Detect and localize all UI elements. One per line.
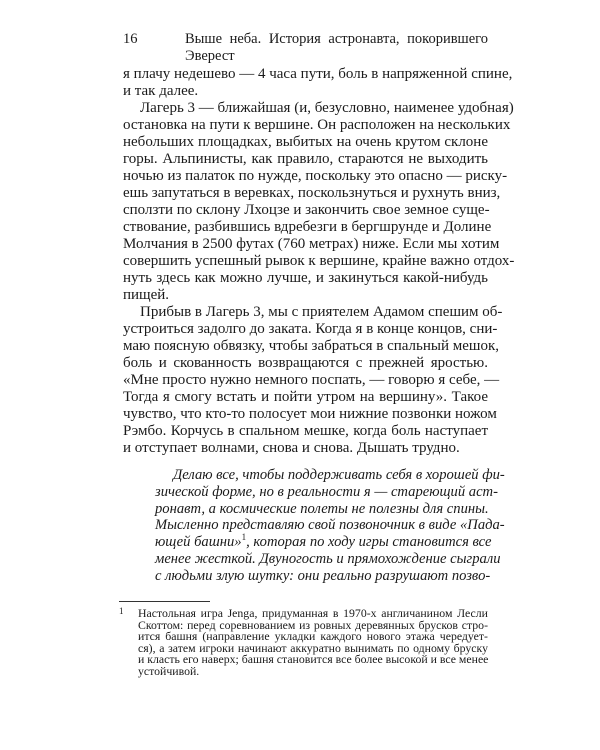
body-line: горы. Альпинисты, как правило, стараются не выходить (123, 151, 488, 167)
body-line: нуть здесь как можно лучше, и закинуться какой-нибудь (123, 270, 488, 286)
footnote-line: и класть его наверх; башня становится все более высокой и все менее (138, 652, 489, 667)
body-line: и так далее. (123, 83, 199, 99)
footnote-line: устойчивой. (138, 663, 200, 678)
footnote-line: ся), а затем игроки начинают аккуратно вынимать по одному бруску (138, 640, 488, 655)
body-line: Рэмбо. Корчусь в спальном мешке, когда боль наступает (123, 423, 488, 439)
body-line: ствование, разбившись вдребезги в бергшрунде и Долине (123, 219, 492, 235)
body-line: ешь запутаться в веревках, поскользнуться и рухнуть вниз, (123, 185, 501, 201)
body-line: маю поясную обвязку, чтобы забраться в спальный мешок, (123, 338, 500, 354)
footnote-reference: 1 (241, 532, 247, 543)
body-line: Прибыв в Лагерь 3, мы с приятелем Адамом спешим об- (140, 304, 503, 320)
body-text (123, 66, 515, 457)
quote-line: менее жесткой. Двуногость и прямохождение сыграли (155, 550, 501, 567)
body-line: я плачу недешево — 4 часа пути, боль в напряженной спине, (123, 66, 513, 82)
footnote-line: Скоттом: перед соревнованием из ровных деревянных брусков стро- (138, 617, 488, 632)
footnote-line: Настольная игра Jenga, придуманная в 1970-х англичанином Лесли (138, 606, 488, 620)
body-line: совершить успешный рывок к вершине, крайне важно отдох- (123, 253, 515, 269)
body-line: сползти по склону Лхоцзе и закончить свое земное суще- (123, 202, 490, 218)
footnote-divider (119, 601, 210, 602)
footnote-line: ится башня (направление укладки каждого нового этажа чередует- (138, 629, 488, 644)
quote-line: зической форме, но в реальности я — стареющий аст- (155, 483, 498, 500)
quote-line: Мысленно представляю свой позвоночник в виде «Пада- (155, 517, 505, 534)
body-line: небольших площадках, выбитых на очень крутом склоне (123, 134, 488, 150)
quote-line: ронавт, а космические полеты не полезны для спины. (155, 500, 489, 517)
body-line: остановка на пути к вершине. Он расположен на нескольких (123, 117, 511, 133)
body-line: чувство, что кто-то полосует мои нижние позвонки ножом (123, 406, 497, 422)
body-line: устроиться задолго до заката. Когда я в конце концов, сни- (123, 321, 498, 337)
body-line: и отступает волнами, снова и снова. Дышать трудно. (123, 440, 460, 456)
body-line: ночью из палаток по нужде, поскольку это опасно — риску- (123, 168, 508, 184)
footnote-text (138, 608, 488, 678)
italic-quote (155, 467, 505, 585)
quote-line: с людьми злую шутку: они реально разрушают позво- (155, 567, 491, 584)
quote-line: Делаю все, чтобы поддерживать себя в хорошей фи- (173, 467, 505, 483)
body-line: боль и скованность возвращаются с прежней яростью. (123, 355, 488, 371)
body-line: пищей. (123, 287, 170, 303)
text-segment: ющей башни» (155, 534, 242, 551)
page-number: 16 (123, 31, 138, 47)
body-line: Тогда я смогу встать и пойти утром на вершину». Такое (123, 389, 488, 405)
running-title: Выше неба. История астронавта, покорившего Эверест (185, 31, 488, 64)
quote-line (155, 532, 492, 551)
text-segment: , которая по ходу игры становится все (246, 534, 492, 551)
body-line: Лагерь 3 — ближайшая (и, безусловно, наименее удобная) (140, 100, 514, 116)
body-line: Молчания в 2500 футах (760 метрах) ниже. Если мы хотим (123, 236, 500, 252)
footnote-marker: 1 (119, 606, 124, 616)
body-line: «Мне просто нужно немного поспать, — говорю я себе, — (123, 372, 500, 388)
